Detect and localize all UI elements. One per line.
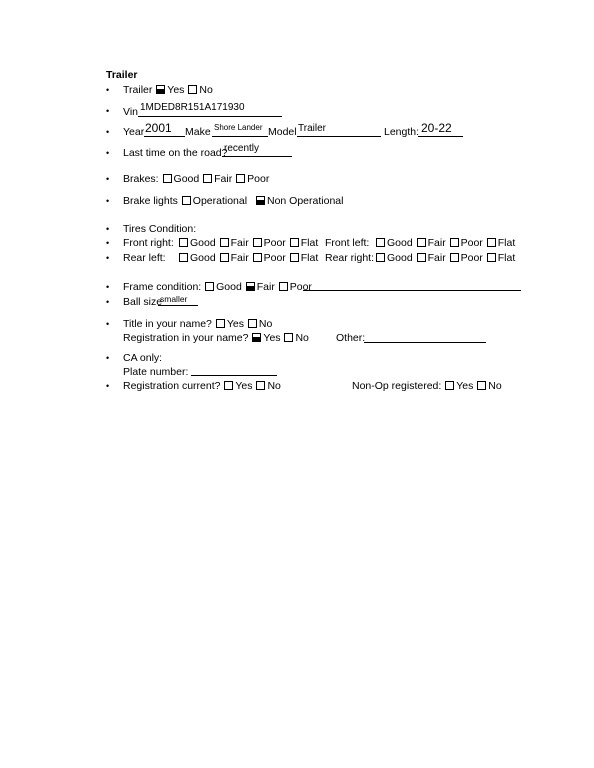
non-op-label: Non-Op registered: — [352, 380, 442, 392]
tires-label: Tires Condition: — [123, 223, 197, 235]
flat-label: Flat — [300, 237, 319, 249]
plate-line[interactable] — [191, 375, 277, 376]
good-label: Good — [387, 252, 413, 264]
brakes-good-checkbox[interactable] — [163, 174, 172, 183]
bullet: • — [106, 127, 110, 137]
brakes-fair-checkbox[interactable] — [203, 174, 212, 183]
rear-right-poor-checkbox[interactable] — [450, 253, 459, 262]
registration-yes-checkbox[interactable] — [252, 333, 261, 342]
trailer-row — [123, 84, 213, 96]
make-line — [212, 136, 268, 137]
bullet: • — [106, 238, 110, 248]
model-label: Model — [268, 126, 297, 138]
good-label: Good — [190, 237, 216, 249]
rear-left-good-checkbox[interactable] — [179, 253, 188, 262]
trailer-label: Trailer — [123, 84, 153, 96]
bullet: • — [106, 253, 110, 263]
length-label: Length: — [384, 126, 420, 138]
trailer-no-checkbox[interactable] — [188, 85, 197, 94]
reg-current-label: Registration current? — [123, 380, 221, 392]
make-field[interactable]: Shore Lander — [214, 123, 263, 132]
title-no-checkbox[interactable] — [248, 319, 257, 328]
model-field[interactable]: Trailer — [298, 123, 326, 134]
fair-label: Fair — [230, 237, 249, 249]
frame-notes-line[interactable] — [303, 290, 521, 291]
brake-lights-non-operational-label: Non Operational — [267, 195, 344, 207]
frame-poor-label: Poor — [289, 281, 312, 293]
rear-left-fair-checkbox[interactable] — [220, 253, 229, 262]
fair-label: Fair — [427, 237, 446, 249]
ball-size-label: Ball size — [123, 296, 163, 308]
vin-line — [138, 116, 282, 117]
title-row — [123, 318, 272, 330]
front-right-good-checkbox[interactable] — [179, 238, 188, 247]
frame-fair-label: Fair — [256, 281, 275, 293]
title-label: Title in your name? — [123, 318, 212, 330]
reg-current-row — [123, 380, 281, 392]
reg-current-yes-checkbox[interactable] — [224, 381, 233, 390]
poor-label: Poor — [460, 252, 483, 264]
title-no-label: No — [258, 318, 273, 330]
length-line — [418, 136, 463, 137]
brake-lights-operational-checkbox[interactable] — [182, 196, 191, 205]
bullet: • — [106, 319, 110, 329]
bullet: • — [106, 353, 110, 363]
registration-row — [123, 332, 309, 344]
front-left-fair-checkbox[interactable] — [417, 238, 426, 247]
non-op-row — [352, 380, 502, 392]
front-left-options — [375, 237, 515, 249]
poor-label: Poor — [263, 237, 286, 249]
bullet: • — [106, 174, 110, 184]
make-label: Make — [185, 126, 211, 138]
non-op-yes-checkbox[interactable] — [445, 381, 454, 390]
bullet: • — [106, 297, 110, 307]
good-label: Good — [190, 252, 216, 264]
bullet: • — [106, 106, 110, 116]
bullet: • — [106, 282, 110, 292]
registration-no-label: No — [295, 332, 309, 344]
registration-label: Registration in your name? — [123, 332, 249, 344]
front-right-poor-checkbox[interactable] — [253, 238, 262, 247]
flat-label: Flat — [497, 237, 516, 249]
frame-label: Frame condition: — [123, 281, 202, 293]
trailer-no-label: No — [199, 84, 213, 96]
bullet: • — [106, 381, 110, 391]
last-time-line — [222, 156, 292, 157]
bullet: • — [106, 224, 110, 234]
last-time-label: Last time on the road? — [123, 147, 228, 159]
brake-lights-label: Brake lights — [123, 195, 178, 207]
frame-good-label: Good — [216, 281, 242, 293]
section-title: Trailer — [106, 69, 138, 81]
front-right-options — [178, 237, 318, 249]
brakes-fair-label: Fair — [214, 173, 233, 185]
ball-size-line — [158, 305, 198, 306]
brakes-label: Brakes: — [123, 173, 159, 185]
year-field[interactable]: 2001 — [145, 121, 172, 135]
good-label: Good — [387, 237, 413, 249]
last-time-field[interactable]: recently — [224, 143, 260, 154]
brakes-row — [123, 173, 269, 185]
frame-good-checkbox[interactable] — [205, 282, 214, 291]
model-line — [297, 136, 381, 137]
brake-lights-non-operational-checkbox[interactable] — [256, 196, 265, 205]
rear-left-poor-checkbox[interactable] — [253, 253, 262, 262]
bullet: • — [106, 85, 110, 95]
title-yes-checkbox[interactable] — [216, 319, 225, 328]
non-op-no-label: No — [488, 380, 502, 392]
rear-left-options — [178, 252, 318, 264]
front-left-poor-checkbox[interactable] — [450, 238, 459, 247]
front-right-label: Front right: — [123, 237, 174, 249]
reg-current-no-label: No — [267, 380, 281, 392]
bullet: • — [106, 196, 110, 206]
brakes-poor-checkbox[interactable] — [236, 174, 245, 183]
trailer-yes-label: Yes — [167, 84, 185, 96]
year-label: Year — [123, 126, 145, 138]
year-line — [144, 136, 185, 137]
front-right-fair-checkbox[interactable] — [220, 238, 229, 247]
registration-no-checkbox[interactable] — [284, 333, 293, 342]
poor-label: Poor — [460, 237, 483, 249]
brakes-good-label: Good — [173, 173, 200, 185]
rear-right-fair-checkbox[interactable] — [417, 253, 426, 262]
ca-label: CA only: — [123, 352, 163, 364]
non-op-yes-label: Yes — [456, 380, 474, 392]
front-left-good-checkbox[interactable] — [376, 238, 385, 247]
front-left-label: Front left: — [325, 237, 370, 249]
rear-right-options — [375, 252, 515, 264]
reg-current-yes-label: Yes — [235, 380, 253, 392]
fair-label: Fair — [427, 252, 446, 264]
registration-yes-label: Yes — [263, 332, 281, 344]
flat-label: Flat — [497, 252, 516, 264]
brakes-poor-label: Poor — [247, 173, 270, 185]
vin-label: Vin — [123, 106, 138, 118]
flat-label: Flat — [300, 252, 319, 264]
length-field[interactable]: 20-22 — [421, 121, 452, 135]
ball-size-field[interactable]: smaller — [160, 294, 188, 304]
brake-lights-operational-label: Operational — [192, 195, 248, 207]
rear-left-label: Rear left: — [123, 252, 166, 264]
fair-label: Fair — [230, 252, 249, 264]
frame-poor-checkbox[interactable] — [279, 282, 288, 291]
title-yes-label: Yes — [226, 318, 244, 330]
rear-left-flat-checkbox[interactable] — [290, 253, 299, 262]
vin-field[interactable]: 1MDED8R151A171930 — [140, 102, 245, 113]
plate-label: Plate number: — [123, 366, 189, 378]
rear-right-label: Rear right: — [325, 252, 375, 264]
reg-current-no-checkbox[interactable] — [256, 381, 265, 390]
rear-right-good-checkbox[interactable] — [376, 253, 385, 262]
non-op-no-checkbox[interactable] — [477, 381, 486, 390]
frame-fair-checkbox[interactable] — [246, 282, 255, 291]
brake-lights-row — [123, 195, 343, 207]
other-line[interactable] — [364, 342, 486, 343]
front-right-flat-checkbox[interactable] — [290, 238, 299, 247]
rear-right-flat-checkbox[interactable] — [487, 253, 496, 262]
frame-row — [123, 281, 312, 293]
poor-label: Poor — [263, 252, 286, 264]
bullet: • — [106, 148, 110, 158]
other-label: Other: — [336, 332, 366, 344]
trailer-yes-checkbox[interactable] — [156, 85, 165, 94]
front-left-flat-checkbox[interactable] — [487, 238, 496, 247]
